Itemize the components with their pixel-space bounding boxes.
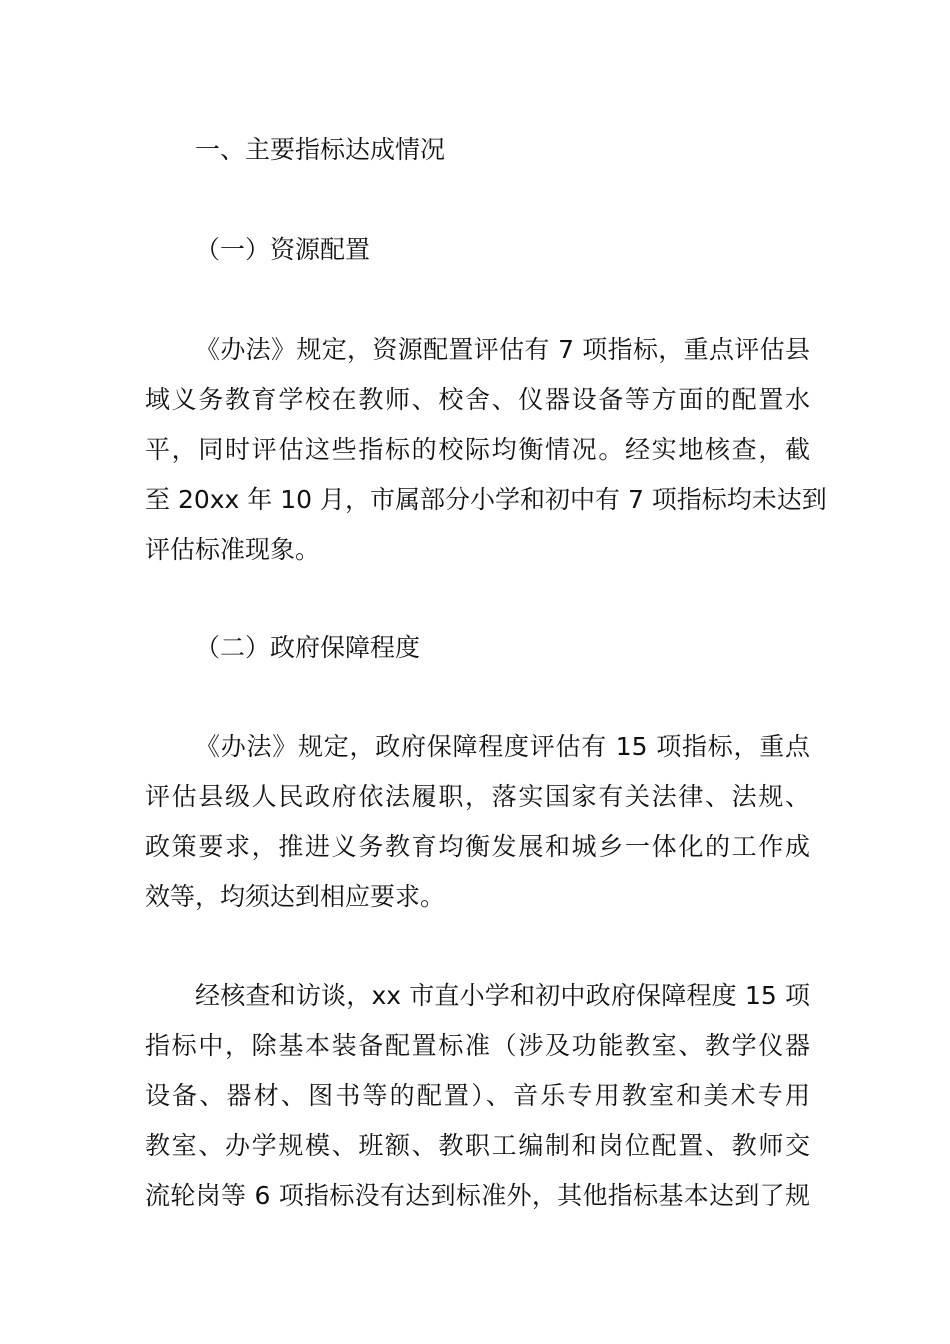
paragraph-line: 效等，均须达到相应要求。 <box>145 882 446 911</box>
paragraph-line: 设备、器材、图书等的配置）、音乐专用教室和美术专用 <box>145 1081 810 1110</box>
subsection-heading-resource-allocation: （一）资源配置 <box>195 235 371 264</box>
paragraph-line: 流轮岗等 6 项指标没有达到标准外，其他指标基本达到了规 <box>145 1181 810 1210</box>
paragraph-line: 经核查和访谈，xx 市直小学和初中政府保障程度 15 项 <box>195 981 810 1010</box>
paragraph-line: 域义务教育学校在教师、校舍、仪器设备等方面的配置水 <box>145 385 810 414</box>
paragraph-line: 指标中，除基本装备配置标准（涉及功能教室、教学仪器 <box>145 1031 810 1060</box>
paragraph-line: 《办法》规定，政府保障程度评估有 15 项指标，重点 <box>195 732 810 761</box>
paragraph-government-guarantee-findings <box>145 981 810 1231</box>
paragraph-line: 平，同时评估这些指标的校际均衡情况。经实地核查，截 <box>145 435 810 464</box>
paragraph-line: 评估标准现象。 <box>145 535 321 564</box>
paragraph-government-guarantee-rules <box>145 732 810 932</box>
paragraph-line: 《办法》规定，资源配置评估有 7 项指标，重点评估县 <box>195 335 810 364</box>
paragraph-line: 教室、办学规模、班额、教职工编制和岗位配置、教师交 <box>145 1131 810 1160</box>
paragraph-line: 至 20xx 年 10 月，市属部分小学和初中有 7 项指标均未达到 <box>145 485 827 514</box>
paragraph-line: 政策要求，推进义务教育均衡发展和城乡一体化的工作成 <box>145 832 810 861</box>
subsection-heading-government-guarantee: （二）政府保障程度 <box>195 633 421 662</box>
section-heading: 一、主要指标达成情况 <box>195 135 446 164</box>
paragraph-line: 评估县级人民政府依法履职，落实国家有关法律、法规、 <box>145 782 810 811</box>
paragraph-resource-allocation <box>145 335 827 585</box>
